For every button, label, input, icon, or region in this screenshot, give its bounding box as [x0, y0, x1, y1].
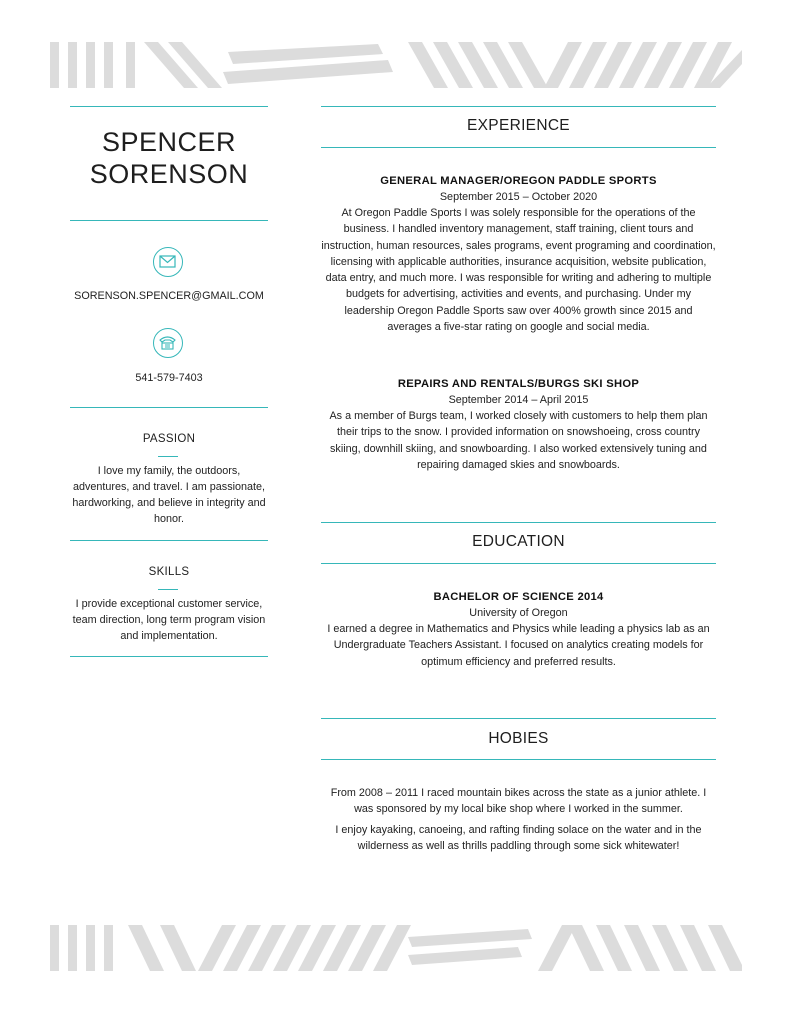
divider — [70, 407, 268, 408]
school-name: University of Oregon — [469, 607, 568, 619]
passion-text: I love my family, the outdoors, adventures, and travel. I am passionate, hardworking, and believe in integrity and honor. — [72, 465, 266, 525]
divider — [321, 147, 716, 148]
experience-item — [321, 376, 716, 473]
divider — [70, 540, 268, 541]
heading-underline — [158, 589, 178, 590]
education-description: I earned a degree in Mathematics and Physics while leading a physics lab as an Undergraduate Teachers Assistant. I focused on analytics creating models for optimum efficiency and preferred results. — [327, 623, 710, 668]
education-item — [321, 589, 716, 670]
phone-icon — [153, 328, 183, 358]
job-dates: September 2015 – October 2020 — [439, 191, 598, 203]
divider — [70, 106, 268, 107]
first-name: SPENCER — [101, 127, 237, 157]
passion-heading: PASSION — [142, 433, 196, 445]
email-text[interactable]: SORENSON.SPENCER@GMAIL.COM — [74, 290, 264, 302]
job-description: At Oregon Paddle Sports I was solely responsible for the operations of the business. I handled inventory management, staff training, client tours and instruction, human resources, sales programs, event programing and coordination, licensing with applicable authorities, insurance acquisition, website publication, data entry, and much more. I was responsible for writing and adhering to multiple budgets for advertising, activities and events, and purchasing. Under my leadership Oregon Paddle Sports saw over 400% growth since 2015 and averages a five-star rating on google and social media. — [321, 207, 716, 334]
divider — [70, 220, 268, 221]
hobbies-content — [321, 785, 716, 854]
email-icon — [153, 247, 183, 277]
candidate-name — [70, 126, 268, 190]
divider — [321, 563, 716, 564]
experience-item — [321, 173, 716, 335]
hobby-paragraph: I enjoy kayaking, canoeing, and rafting finding solace on the water and in the wilderness as well as thrills paddling through some sick whitewater! — [335, 823, 702, 852]
job-description: As a member of Burgs team, I worked closely with customers to help them plan their trips to the snow. I provided information on snowshoeing, cross country skiing, downhill skiing, and snowboarding. I also worked extensively tuning and repairing damaged skies and snowboards. — [329, 410, 708, 471]
divider — [321, 522, 716, 523]
last-name: SORENSON — [89, 159, 249, 189]
hobby-paragraph: From 2008 – 2011 I raced mountain bikes across the state as a junior athlete. I was sponsored by my local bike shop where I worked in the summer. — [330, 787, 707, 816]
degree-title: BACHELOR OF SCIENCE 2014 — [433, 591, 604, 603]
education-heading: EDUCATION — [472, 533, 565, 550]
divider — [321, 759, 716, 760]
experience-heading: EXPERIENCE — [467, 117, 570, 134]
skills-heading: SKILLS — [148, 566, 190, 578]
skills-text: I provide exceptional customer service, team direction, long term program vision and implementation. — [72, 598, 266, 642]
hobbies-heading: HOBIES — [488, 730, 549, 747]
header-pattern — [48, 42, 742, 88]
phone-text[interactable]: 541-579-7403 — [135, 372, 203, 384]
footer-pattern — [48, 925, 742, 971]
divider — [321, 718, 716, 719]
job-title: REPAIRS AND RENTALS/BURGS SKI SHOP — [397, 378, 640, 390]
divider — [70, 656, 268, 657]
heading-underline — [158, 456, 178, 457]
job-title: GENERAL MANAGER/OREGON PADDLE SPORTS — [380, 175, 657, 187]
divider — [321, 106, 716, 107]
job-dates: September 2014 – April 2015 — [448, 394, 589, 406]
